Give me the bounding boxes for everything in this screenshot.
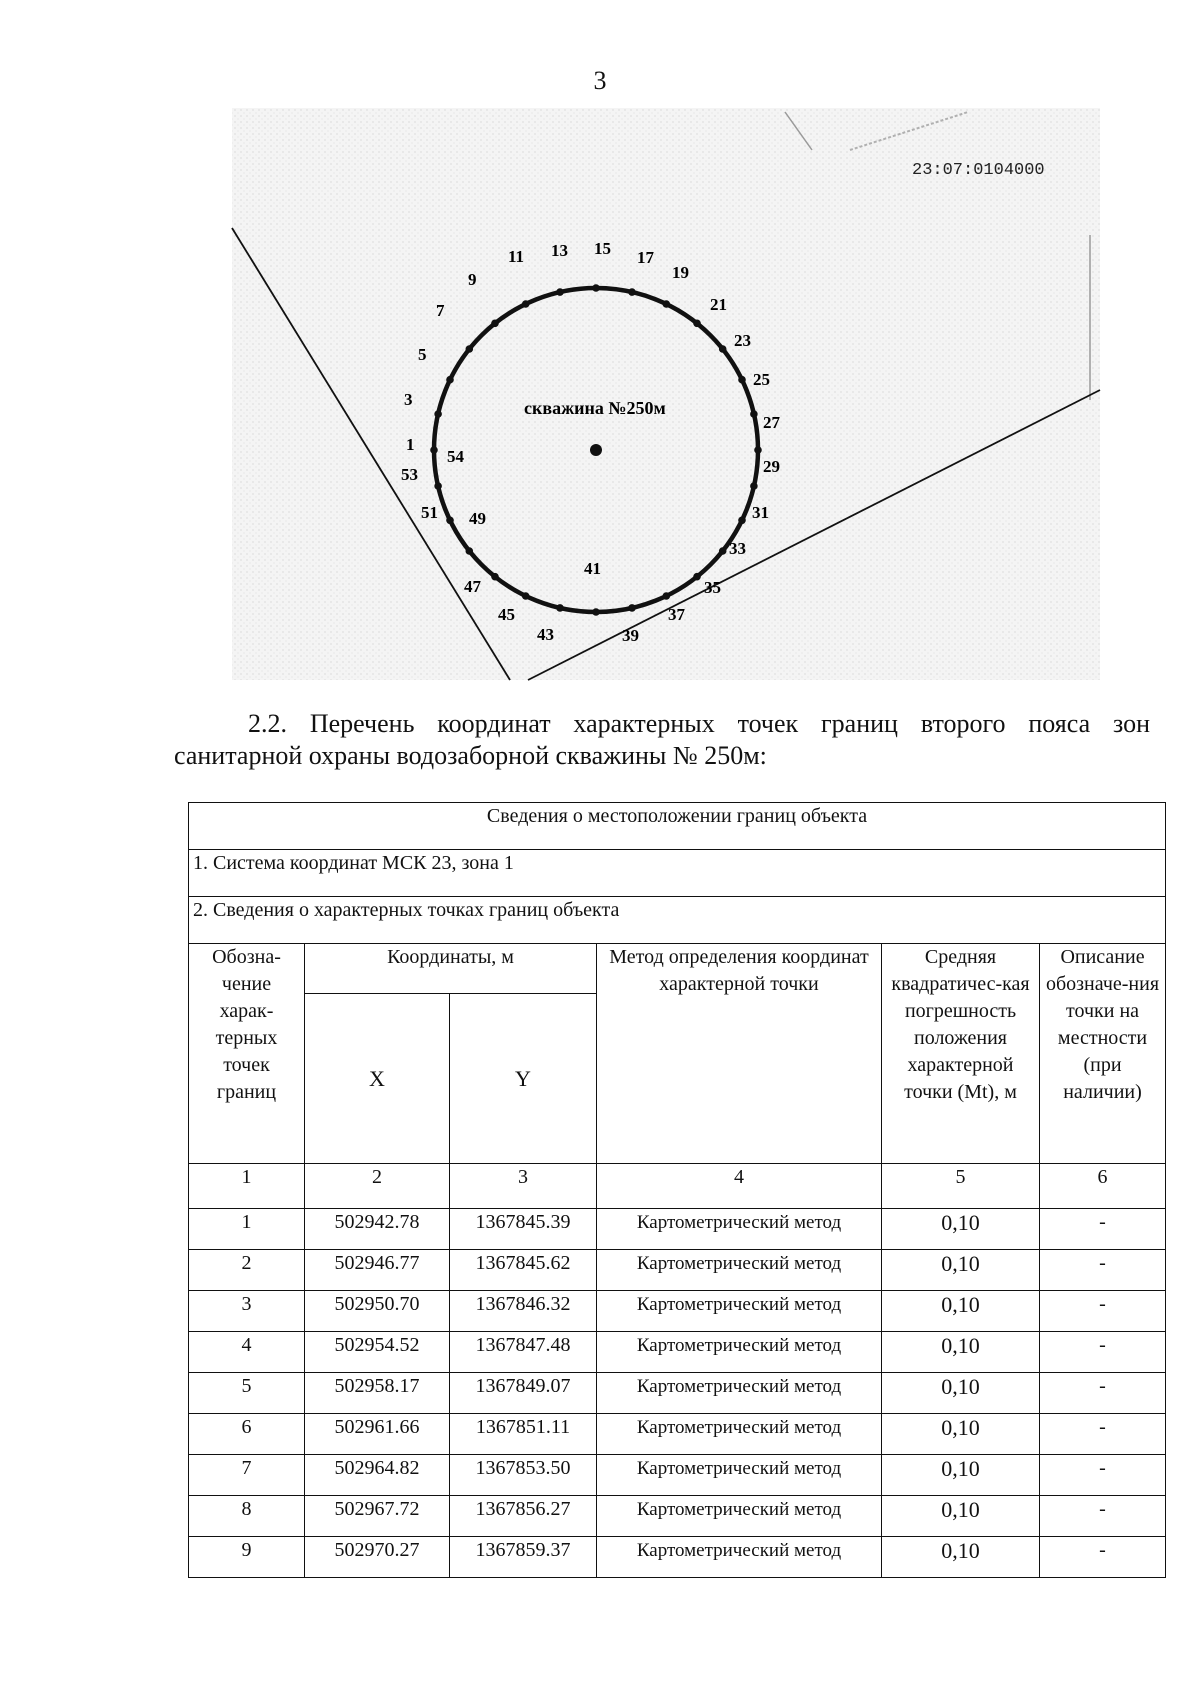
header-coordinates: Координаты, м bbox=[305, 944, 597, 994]
boundary-point bbox=[693, 573, 701, 581]
cell-mean-error: 0,10 bbox=[882, 1291, 1040, 1332]
cell-description: - bbox=[1040, 1455, 1166, 1496]
cell-mean-error: 0,10 bbox=[882, 1537, 1040, 1578]
cell-point-number: 5 bbox=[189, 1373, 305, 1414]
cell-coord-y: 1367847.48 bbox=[450, 1332, 597, 1373]
cell-description: - bbox=[1040, 1209, 1166, 1250]
table-coordinate-system: 1. Система координат МСК 23, зона 1 bbox=[189, 850, 1166, 897]
table-row bbox=[189, 1455, 1166, 1496]
table-row bbox=[189, 1373, 1166, 1414]
boundary-point bbox=[556, 604, 564, 612]
point-label: 47 bbox=[464, 577, 481, 596]
cell-method: Картометрический метод bbox=[597, 1291, 882, 1332]
boundary-point bbox=[522, 300, 530, 308]
point-label: 53 bbox=[401, 465, 418, 484]
point-label: 1 bbox=[406, 435, 415, 454]
cell-point-number: 8 bbox=[189, 1496, 305, 1537]
column-number-4: 4 bbox=[597, 1164, 882, 1209]
cell-mean-error: 0,10 bbox=[882, 1414, 1040, 1455]
table-row bbox=[189, 1209, 1166, 1250]
point-label: 21 bbox=[710, 295, 727, 314]
cell-point-number: 2 bbox=[189, 1250, 305, 1291]
cell-description: - bbox=[1040, 1291, 1166, 1332]
point-label: 41 bbox=[584, 559, 601, 578]
column-number-3: 3 bbox=[450, 1164, 597, 1209]
header-description: Описание обозначе-ния точки на местности (при наличии) bbox=[1040, 944, 1166, 1164]
cell-point-number: 6 bbox=[189, 1414, 305, 1455]
boundary-point bbox=[434, 410, 442, 418]
boundary-point bbox=[719, 547, 727, 555]
boundary-point bbox=[628, 288, 636, 296]
point-label: 37 bbox=[668, 605, 685, 624]
column-number-5: 5 bbox=[882, 1164, 1040, 1209]
cell-mean-error: 0,10 bbox=[882, 1496, 1040, 1537]
table-row bbox=[189, 1332, 1166, 1373]
point-label: 23 bbox=[734, 331, 751, 350]
column-number-2: 2 bbox=[305, 1164, 450, 1209]
cell-coord-x: 502970.27 bbox=[305, 1537, 450, 1578]
coordinates-table bbox=[188, 802, 1166, 1578]
cadastral-map bbox=[0, 0, 1200, 690]
cell-coord-x: 502950.70 bbox=[305, 1291, 450, 1332]
cell-coord-x: 502967.72 bbox=[305, 1496, 450, 1537]
boundary-point bbox=[466, 345, 474, 353]
boundary-point bbox=[446, 376, 454, 384]
table-title: Сведения о местоположении границ объекта bbox=[189, 803, 1166, 850]
cell-method: Картометрический метод bbox=[597, 1414, 882, 1455]
cell-coord-y: 1367859.37 bbox=[450, 1537, 597, 1578]
point-label: 31 bbox=[752, 503, 769, 522]
boundary-point bbox=[556, 288, 564, 296]
boundary-point bbox=[434, 482, 442, 490]
cadastral-number: 23:07:0104000 bbox=[912, 161, 1045, 180]
cell-method: Картометрический метод bbox=[597, 1250, 882, 1291]
table-row bbox=[189, 1496, 1166, 1537]
point-label: 5 bbox=[418, 345, 427, 364]
point-label: 51 bbox=[421, 503, 438, 522]
cell-coord-x: 502946.77 bbox=[305, 1250, 450, 1291]
boundary-point bbox=[663, 300, 671, 308]
boundary-point bbox=[491, 573, 499, 581]
page-number: 3 bbox=[593, 66, 607, 95]
cell-description: - bbox=[1040, 1373, 1166, 1414]
boundary-point bbox=[491, 320, 499, 328]
boundary-point bbox=[738, 376, 746, 384]
cell-coord-x: 502964.82 bbox=[305, 1455, 450, 1496]
cell-coord-y: 1367845.39 bbox=[450, 1209, 597, 1250]
point-label: 11 bbox=[508, 247, 525, 266]
point-label: 25 bbox=[753, 370, 770, 389]
boundary-point bbox=[628, 604, 636, 612]
table-section-title: 2. Сведения о характерных точках границ объекта bbox=[189, 897, 1166, 944]
paragraph-text: 2.2. Перечень координат характерных точек границ второго пояса зон санитарной охраны водозаборной скважины № 250м: bbox=[174, 709, 1150, 770]
cell-point-number: 1 bbox=[189, 1209, 305, 1250]
cell-method: Картометрический метод bbox=[597, 1332, 882, 1373]
point-label: 54 bbox=[447, 447, 464, 466]
point-label: 35 bbox=[704, 578, 721, 597]
boundary-point bbox=[693, 320, 701, 328]
cell-description: - bbox=[1040, 1537, 1166, 1578]
well-label: скважина №250м bbox=[524, 398, 666, 418]
table-body bbox=[189, 1209, 1166, 1578]
cell-description: - bbox=[1040, 1250, 1166, 1291]
boundary-point bbox=[738, 517, 746, 525]
boundary-point bbox=[750, 482, 758, 490]
cell-coord-y: 1367853.50 bbox=[450, 1455, 597, 1496]
point-label: 27 bbox=[763, 413, 780, 432]
well-marker bbox=[590, 444, 602, 456]
cell-description: - bbox=[1040, 1496, 1166, 1537]
cell-coord-y: 1367845.62 bbox=[450, 1250, 597, 1291]
point-label: 29 bbox=[763, 457, 780, 476]
section-paragraph bbox=[174, 708, 1150, 772]
boundary-point bbox=[592, 608, 600, 616]
cell-mean-error: 0,10 bbox=[882, 1332, 1040, 1373]
boundary-point bbox=[592, 284, 600, 292]
boundary-point bbox=[522, 592, 530, 600]
point-label: 15 bbox=[594, 239, 611, 258]
cell-coord-y: 1367856.27 bbox=[450, 1496, 597, 1537]
boundary-point bbox=[466, 547, 474, 555]
boundary-point bbox=[430, 446, 438, 454]
header-designation: Обозна-чение харак-терных точек границ bbox=[189, 944, 305, 1164]
cell-coord-y: 1367849.07 bbox=[450, 1373, 597, 1414]
point-label: 33 bbox=[729, 539, 746, 558]
cell-method: Картометрический метод bbox=[597, 1209, 882, 1250]
boundary-point bbox=[663, 592, 671, 600]
table-row bbox=[189, 1291, 1166, 1332]
point-label: 39 bbox=[622, 626, 639, 645]
cell-method: Картометрический метод bbox=[597, 1537, 882, 1578]
table-row bbox=[189, 1537, 1166, 1578]
point-label: 19 bbox=[672, 263, 689, 282]
point-label: 3 bbox=[404, 390, 413, 409]
cell-mean-error: 0,10 bbox=[882, 1250, 1040, 1291]
boundary-point bbox=[446, 517, 454, 525]
header-method: Метод определения координат характерной точки bbox=[597, 944, 882, 1164]
header-error: Средняя квадратичес-кая погрешность положения характерной точки (Mt), м bbox=[882, 944, 1040, 1164]
cell-method: Картометрический метод bbox=[597, 1496, 882, 1537]
cell-coord-x: 502958.17 bbox=[305, 1373, 450, 1414]
cell-description: - bbox=[1040, 1414, 1166, 1455]
point-label: 17 bbox=[637, 248, 654, 267]
cell-method: Картометрический метод bbox=[597, 1455, 882, 1496]
cell-mean-error: 0,10 bbox=[882, 1455, 1040, 1496]
header-y: Y bbox=[450, 994, 597, 1164]
header-x: X bbox=[305, 994, 450, 1164]
point-label: 43 bbox=[537, 625, 554, 644]
point-label: 13 bbox=[551, 241, 568, 260]
boundary-point bbox=[750, 410, 758, 418]
cell-point-number: 9 bbox=[189, 1537, 305, 1578]
column-number-1: 1 bbox=[189, 1164, 305, 1209]
point-label: 45 bbox=[498, 605, 515, 624]
cell-coord-x: 502942.78 bbox=[305, 1209, 450, 1250]
cell-mean-error: 0,10 bbox=[882, 1209, 1040, 1250]
cell-point-number: 4 bbox=[189, 1332, 305, 1373]
cell-description: - bbox=[1040, 1332, 1166, 1373]
boundary-point bbox=[754, 446, 762, 454]
point-label: 9 bbox=[468, 270, 477, 289]
table-row bbox=[189, 1414, 1166, 1455]
cell-coord-y: 1367846.32 bbox=[450, 1291, 597, 1332]
cell-point-number: 7 bbox=[189, 1455, 305, 1496]
table-row bbox=[189, 1250, 1166, 1291]
boundary-point bbox=[719, 345, 727, 353]
cell-coord-y: 1367851.11 bbox=[450, 1414, 597, 1455]
cell-mean-error: 0,10 bbox=[882, 1373, 1040, 1414]
cell-coord-x: 502954.52 bbox=[305, 1332, 450, 1373]
column-number-6: 6 bbox=[1040, 1164, 1166, 1209]
point-label: 7 bbox=[436, 301, 445, 320]
cell-coord-x: 502961.66 bbox=[305, 1414, 450, 1455]
point-label: 49 bbox=[469, 509, 486, 528]
cell-method: Картометрический метод bbox=[597, 1373, 882, 1414]
cell-point-number: 3 bbox=[189, 1291, 305, 1332]
